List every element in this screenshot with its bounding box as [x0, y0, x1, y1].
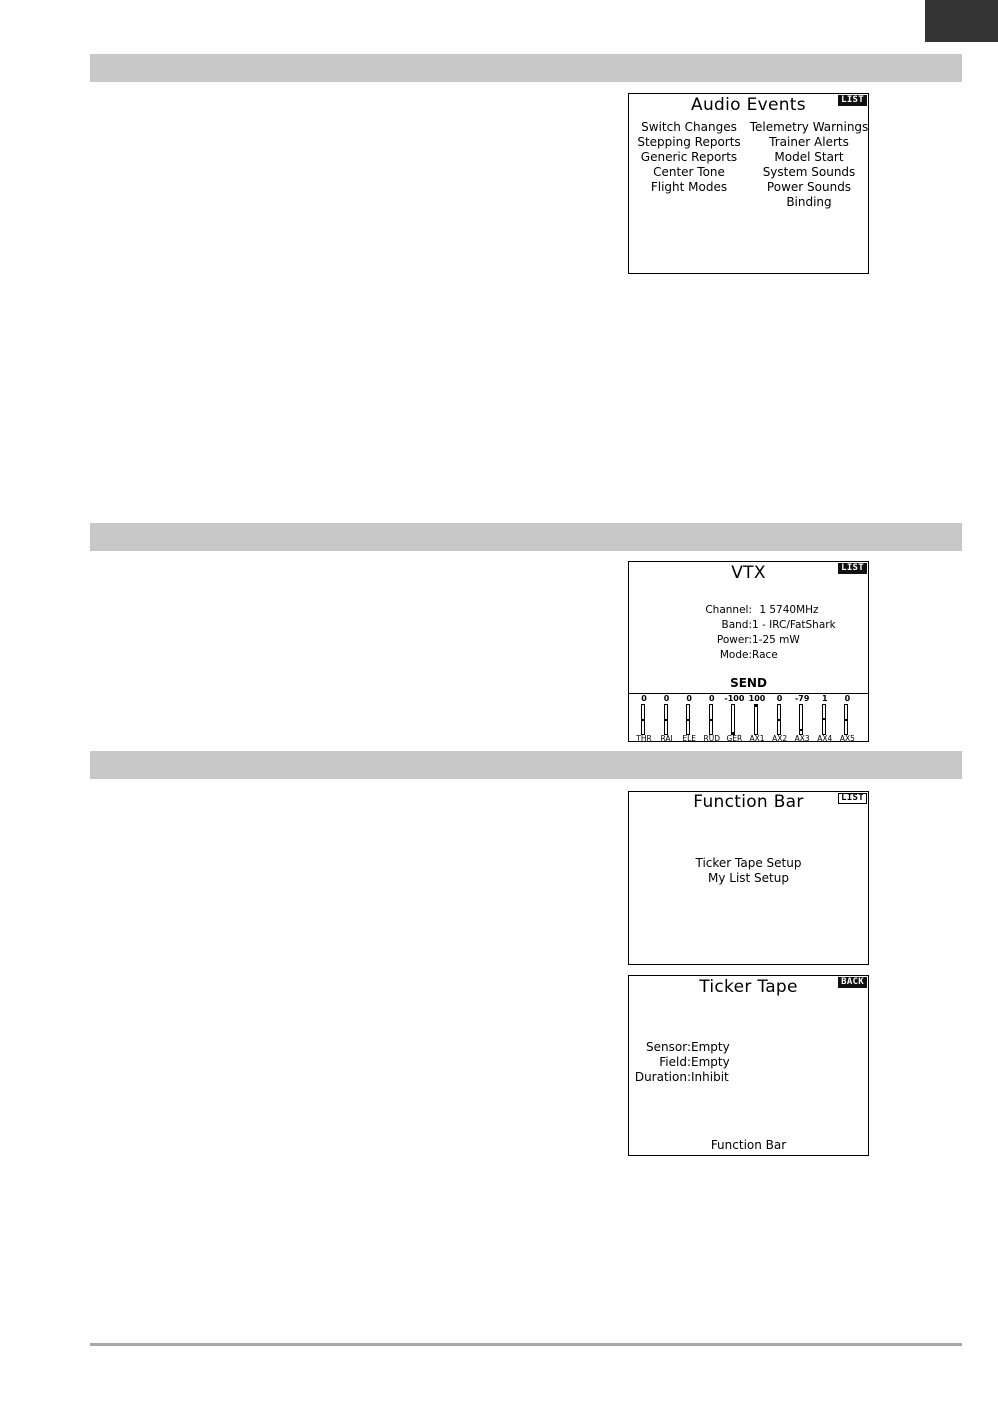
channel-label: AX2: [772, 734, 788, 742]
list-item[interactable]: Center Tone: [653, 165, 725, 179]
field-value: Empty: [691, 1055, 730, 1069]
channel-value: 1 5740MHz: [759, 604, 819, 616]
power-row[interactable]: [669, 633, 800, 648]
page-corner-tab: [925, 0, 998, 42]
sensor-value: Empty: [691, 1040, 730, 1054]
footer-rule: [90, 1343, 962, 1346]
screen-title: Audio Events: [691, 95, 806, 115]
list-badge[interactable]: LIST: [838, 563, 867, 574]
channel-label: ELE: [682, 734, 697, 742]
power-label: Power:: [716, 634, 752, 646]
channel-value: 0: [709, 694, 715, 703]
channel-level-marker: [822, 718, 826, 720]
channel-value: 100: [748, 694, 766, 703]
audio-events-left-list: [629, 120, 749, 195]
list-item[interactable]: System Sounds: [762, 165, 856, 179]
mode-label: Mode:: [719, 649, 752, 661]
ticker-tape-screen: [628, 975, 869, 1156]
power-value: 1-25 mW: [752, 634, 800, 646]
screen-title: Ticker Tape: [699, 977, 798, 997]
ticker-tape-setup-item[interactable]: Ticker Tape Setup: [695, 856, 802, 870]
channel-value: 0: [663, 694, 670, 703]
channel-value: 0: [776, 694, 783, 703]
duration-value: Inhibit: [691, 1070, 729, 1084]
channel-bar: [641, 704, 645, 735]
channel-label: RAI: [660, 734, 673, 742]
band-row[interactable]: [669, 618, 836, 633]
list-item[interactable]: Power Sounds: [766, 180, 852, 194]
screen-title: VTX: [731, 563, 766, 583]
channel-level-marker: [799, 729, 803, 731]
list-item[interactable]: Switch Changes: [641, 120, 737, 134]
list-badge[interactable]: LIST: [838, 793, 867, 804]
section-header-bar-1: [90, 54, 962, 82]
channel-bar: [844, 704, 848, 735]
sensor-label: Sensor:: [646, 1040, 691, 1054]
vtx-screen: [628, 561, 869, 742]
section-header-bar-3: [90, 751, 962, 779]
duration-label: Duration:: [634, 1070, 691, 1084]
channel-bar: [822, 704, 826, 735]
channel-level-marker: [641, 719, 645, 721]
list-item[interactable]: Stepping Reports: [637, 135, 741, 149]
channel-row[interactable]: [669, 603, 819, 618]
channel-bar: [664, 704, 668, 735]
channel-value: 0: [844, 694, 851, 703]
channel-label: AX3: [794, 734, 810, 742]
function-bar-link[interactable]: Function Bar: [710, 1138, 787, 1152]
channel-ax5: [836, 694, 858, 742]
duration-row[interactable]: [629, 1070, 729, 1085]
channel-label: AX1: [749, 734, 765, 742]
channel-label: GER: [726, 734, 743, 742]
back-badge[interactable]: BACK: [838, 977, 867, 988]
list-item[interactable]: Flight Modes: [650, 180, 728, 194]
channel-value: 0: [686, 694, 692, 703]
audio-events-right-list: [749, 120, 869, 210]
channel-value: -100: [724, 694, 745, 703]
list-item[interactable]: Generic Reports: [640, 150, 738, 164]
field-row[interactable]: [629, 1055, 730, 1070]
list-item[interactable]: Telemetry Warnings: [749, 120, 869, 134]
audio-events-screen: [628, 93, 869, 274]
send-button[interactable]: SEND: [730, 676, 767, 690]
channel-value: -79: [794, 694, 810, 703]
channel-level-marker: [664, 719, 668, 721]
channel-level-marker: [754, 705, 758, 707]
channel-bar: [709, 704, 713, 735]
section-header-bar-2: [90, 523, 962, 551]
channel-value: 1: [822, 694, 828, 703]
channel-bar: [799, 704, 803, 735]
screen-title: Function Bar: [693, 792, 804, 812]
field-label: Field:: [659, 1055, 691, 1069]
list-item[interactable]: Binding: [786, 195, 832, 209]
channel-bar: [731, 704, 735, 735]
channel-label: RUD: [703, 734, 721, 742]
sensor-row[interactable]: [629, 1040, 730, 1055]
channel-bar: [777, 704, 781, 735]
channel-label: AX5: [839, 734, 855, 742]
channel-level-marker: [709, 719, 713, 721]
band-value: 1 - IRC/FatShark: [752, 619, 836, 631]
band-label: Band:: [721, 619, 752, 631]
channel-label: AX4: [817, 734, 833, 742]
channel-level-marker: [844, 719, 848, 721]
list-badge[interactable]: LIST: [838, 95, 867, 106]
channel-bar: [686, 704, 690, 735]
channel-label: Channel:: [705, 604, 752, 616]
channel-label: THR: [636, 734, 652, 742]
channel-level-marker: [686, 719, 690, 721]
channel-level-marker: [777, 719, 781, 721]
channel-bar: [754, 704, 758, 735]
list-item[interactable]: Model Start: [774, 150, 844, 164]
channel-value: 0: [641, 694, 647, 703]
list-item[interactable]: Trainer Alerts: [769, 135, 849, 149]
function-bar-screen: [628, 791, 869, 965]
mode-row[interactable]: [669, 648, 778, 663]
my-list-setup-item[interactable]: My List Setup: [708, 871, 789, 885]
mode-value: Race: [752, 649, 778, 661]
